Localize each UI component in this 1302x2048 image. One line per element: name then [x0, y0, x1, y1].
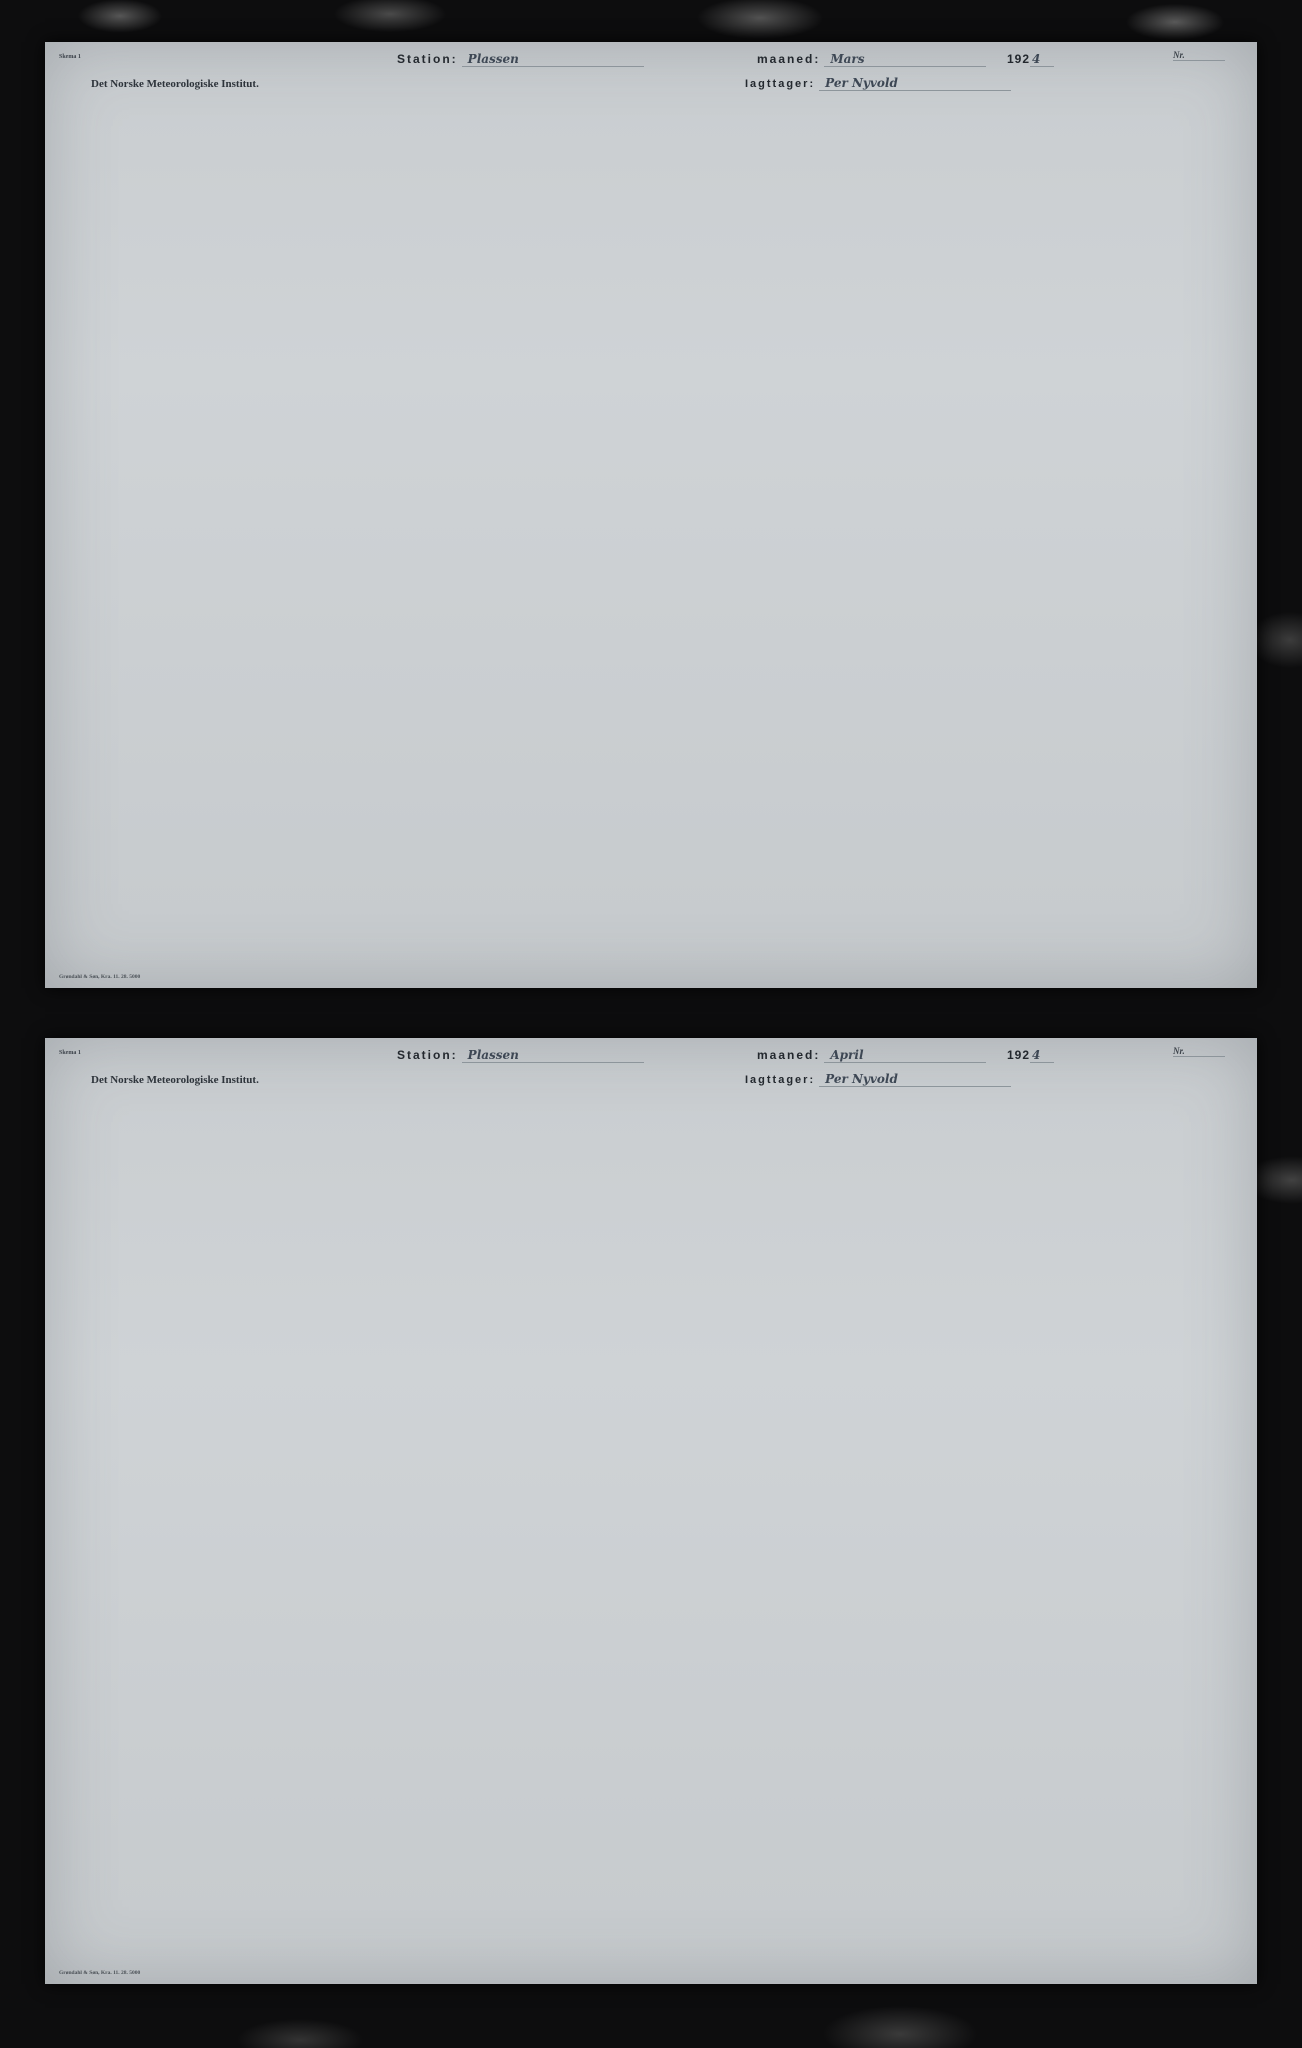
year-digit: 4: [1030, 1048, 1054, 1063]
station-group: [397, 50, 644, 68]
institute-name: Det Norske Meteorologiske Institut.: [91, 1074, 259, 1086]
year-group: [1007, 50, 1054, 68]
form-number: Skema 1: [59, 54, 81, 60]
observer-group: [745, 74, 1011, 92]
nr-label: Nr.: [1173, 50, 1225, 61]
form-subheader: [45, 72, 1257, 98]
form-header: [45, 1038, 1257, 1068]
station-value: Plassen: [462, 52, 644, 67]
observer-value: Per Nyvold: [819, 1072, 1011, 1087]
maaned-value: April: [824, 1048, 986, 1063]
nr-label: Nr.: [1173, 1046, 1225, 1057]
form-header: [45, 42, 1257, 72]
station-label: Station:: [397, 1048, 458, 1062]
form-sheet-april: [45, 1038, 1257, 1984]
printer-mark: Grøndahl & Søn, Kra. 11. 28. 5000: [59, 974, 141, 980]
year-digit: 4: [1030, 52, 1054, 67]
maaned-group: [757, 1046, 986, 1064]
observer-group: [745, 1070, 1011, 1088]
maaned-label: maaned:: [757, 52, 821, 66]
station-value: Plassen: [462, 1048, 644, 1063]
maaned-group: [757, 50, 986, 68]
maaned-label: maaned:: [757, 1048, 821, 1062]
observer-label: Iagttager:: [745, 78, 816, 90]
year-group: [1007, 1046, 1054, 1064]
form-number: Skema 1: [59, 1050, 81, 1056]
observer-value: Per Nyvold: [819, 76, 1011, 91]
station-group: [397, 1046, 644, 1064]
observer-label: Iagttager:: [745, 1074, 816, 1086]
institute-name: Det Norske Meteorologiske Institut.: [91, 78, 259, 90]
year-prefix: 192: [1007, 1048, 1031, 1062]
printer-mark: Grøndahl & Søn, Kra. 11. 28. 5000: [59, 1970, 141, 1976]
station-label: Station:: [397, 52, 458, 66]
form-subheader: [45, 1068, 1257, 1094]
maaned-value: Mars: [824, 52, 986, 67]
year-prefix: 192: [1007, 52, 1031, 66]
form-sheet-mars: [45, 42, 1257, 988]
